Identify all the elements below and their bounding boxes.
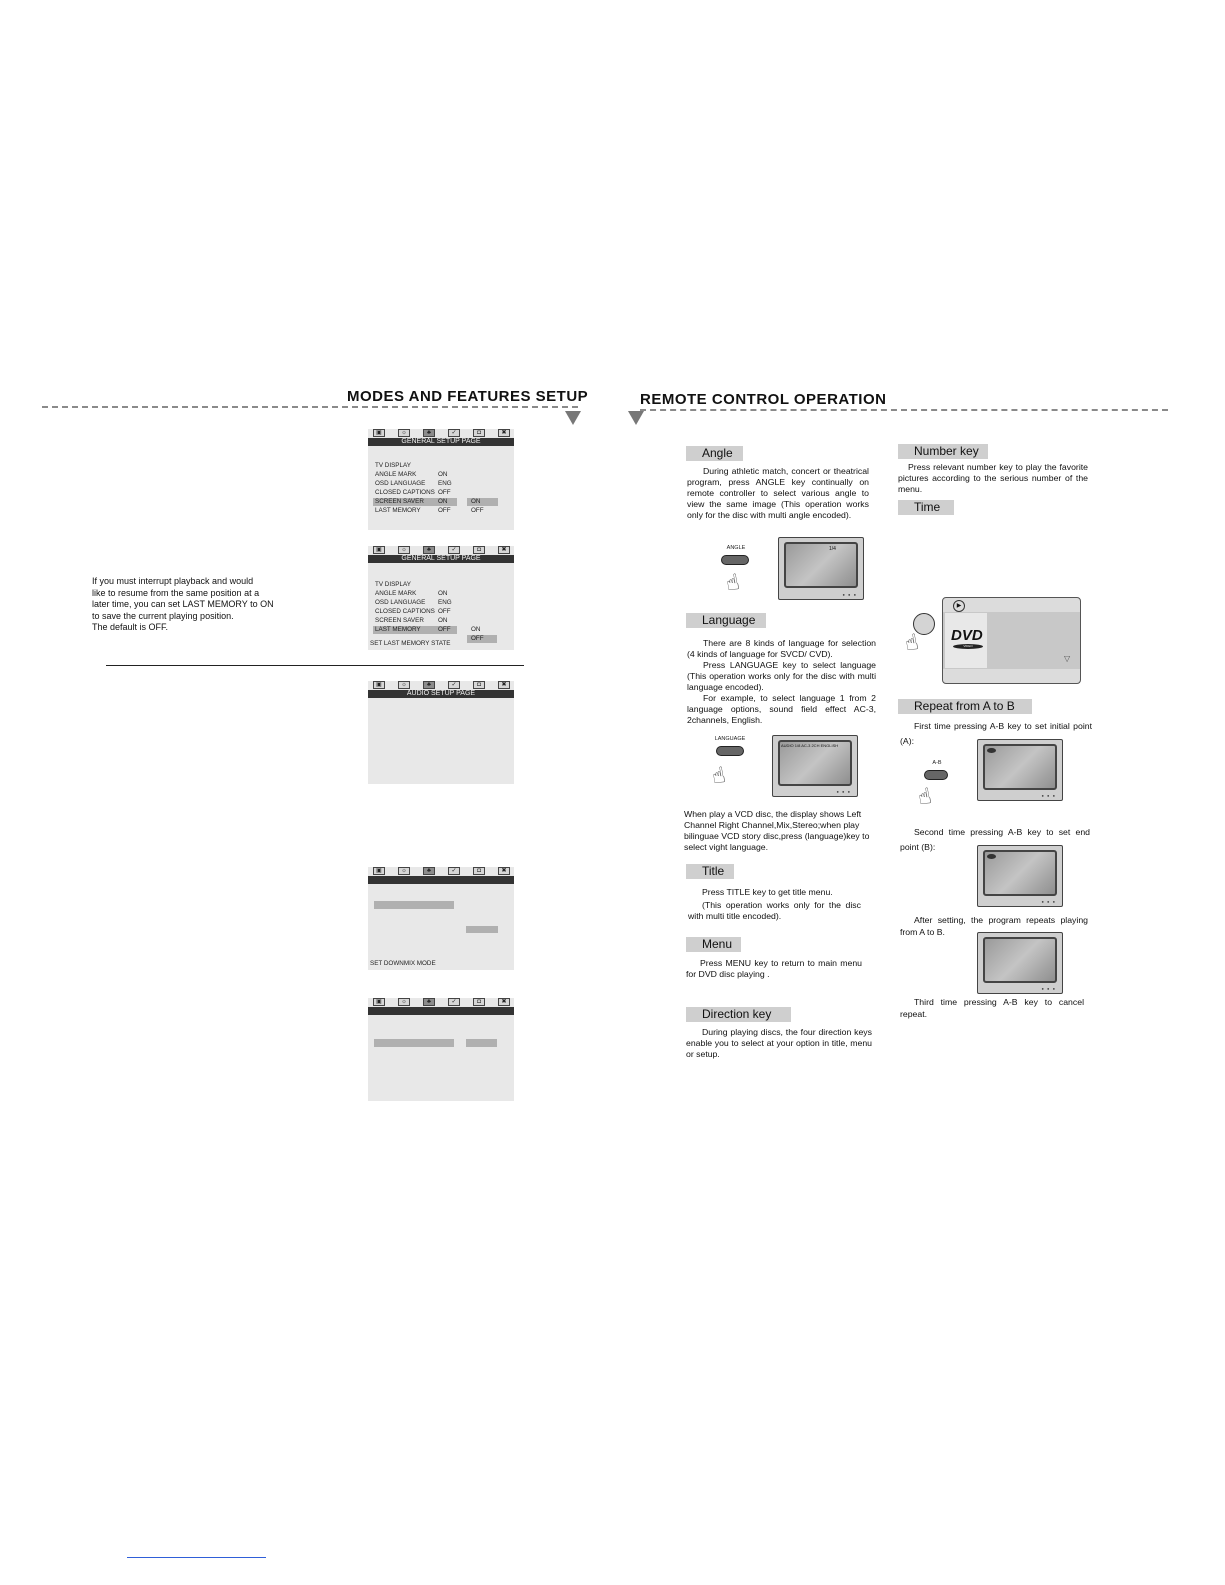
osd-row-value: ON [438, 617, 448, 624]
direction-key-label: Direction key [686, 1007, 791, 1022]
play-icon: ▶ [953, 600, 965, 612]
osd-title-bar: AUDIO SETUP PAGE [368, 690, 514, 698]
language-text [687, 638, 876, 726]
repeat-tv-playing: ● ● ● [977, 932, 1063, 994]
osd-row-label: OSD LANGUAGE [375, 480, 426, 487]
osd-option: ON [471, 498, 481, 505]
osd-row-label: CLOSED CAPTIONS [375, 608, 435, 615]
bottom-link-underline [127, 1557, 266, 1558]
last-memory-paragraph [92, 576, 322, 634]
hand-pointer-icon: ☝ [902, 629, 921, 656]
right-header-rule [640, 409, 1168, 411]
osd-title-bar [368, 876, 514, 884]
angle-label: Angle [686, 446, 743, 461]
right-section-title: REMOTE CONTROL OPERATION [640, 391, 887, 408]
left-section-title: MODES AND FEATURES SETUP [347, 388, 589, 405]
repeat-second-text: Second time pressing A-B key to set end point (B): [900, 827, 1090, 852]
osd-row-label: LAST MEMORY [375, 626, 421, 633]
time-display-screen [942, 597, 1081, 684]
menu-text: Press MENU key to return to main menu for DVD disc playing . [686, 958, 862, 979]
osd-option: OFF [471, 507, 484, 514]
title-label: Title [686, 864, 734, 879]
dvd-logo: DVD [951, 627, 983, 644]
general-setup-screen-1: ▣ ☼ ♣ ✓ ◘ ✖ GENERAL SETUP PAGE TV DISPLAY ANGLE MARK OSD LANGUAGE CLOSED CAPTIONS SCREEN SAVER LAST MEMORY ON ENG OFF ON OFF ON OFF [368, 429, 514, 530]
general-setup-screen-2: ▣ ☼ ♣ ✓ ◘ ✖ GENERAL SETUP PAGE TV DISPLAY ANGLE MARK OSD LANGUAGE CLOSED CAPTIONS SCREEN SAVER LAST MEMORY ON ENG OFF ON OFF ON OFF SET LAST MEMORY STATE [368, 546, 514, 650]
osd-title-bar [368, 1007, 514, 1015]
angle-text: During athletic match, concert or theatrical program, press ANGLE key continually on remote controller to select various angle to view the same image (This operation works only for the disc with multi angle encoded). [687, 466, 869, 520]
language-osd-indicator: AUDIO 1/8 AC-3 2CH ENGLISH [781, 743, 839, 748]
scroll-down-icon: ▽ [1064, 654, 1071, 663]
osd-row-value: ON [438, 590, 448, 597]
ab-key[interactable] [924, 770, 948, 780]
downmix-setup-screen: ▣ ☼ ♣ ✓ ◘ ✖ SET DOWNMIX MODE [368, 867, 514, 970]
language-tv: AUDIO 1/8 AC-3 2CH ENGLISH ● ● ● [772, 735, 858, 797]
section-divider [106, 665, 524, 666]
time-label: Time [898, 500, 954, 515]
language-key[interactable] [716, 746, 744, 756]
left-header-rule [42, 406, 578, 408]
audio-setup-screen: ▣ ☼ ♣ ✓ ◘ ✖ AUDIO SETUP PAGE [368, 681, 514, 784]
paragraph-line: later time, you can set LAST MEMORY to ON [92, 599, 274, 609]
title-text-line2: (This operation works only for the disc with multi title encoded). [688, 900, 861, 921]
language-line: Press LANGUAGE key to select language (This operation works only for the disc with multi language encoded). [687, 660, 876, 692]
dvd-logo-video: VIDEO [953, 644, 983, 649]
audio-option-screen: ▣ ☼ ♣ ✓ ◘ ✖ [368, 998, 514, 1101]
osd-row-label: TV DISPLAY [375, 581, 411, 588]
title-text-line1: Press TITLE key to get title menu. [702, 887, 833, 897]
angle-osd-indicator: 1/4 [829, 546, 836, 552]
repeat-tv-a: ● ● ● [977, 739, 1063, 801]
language-line: For example, to select language 1 from 2 language options, sound field effect AC-3, 2channels, English. [687, 693, 876, 725]
osd-option: ON [471, 626, 481, 633]
menu-label: Menu [686, 937, 741, 952]
osd-row-label: TV DISPLAY [375, 462, 411, 469]
language-line: There are 8 kinds of language for selection (4 kinds of language for SVCD/ CVD). [687, 638, 876, 659]
angle-key-caption: ANGLE [726, 545, 746, 551]
osd-row-value: ON [438, 471, 448, 478]
osd-row-label: OSD LANGUAGE [375, 599, 426, 606]
osd-row-value: OFF [438, 507, 451, 514]
osd-option: OFF [471, 635, 484, 642]
osd-row-label: SCREEN SAVER [375, 498, 424, 505]
hand-pointer-icon: ☝ [915, 783, 934, 810]
number-key-text: Press relevant number key to play the favorite pictures according to the serious number of the menu. [898, 462, 1088, 494]
right-header-marker [628, 411, 644, 425]
repeat-a-indicator [987, 748, 996, 753]
direction-key-text: During playing discs, the four direction keys enable you to select at your option in title, menu or setup. [686, 1027, 872, 1059]
left-header-marker [565, 411, 581, 425]
number-key-label: Number key [898, 444, 988, 459]
repeat-third-text: Third time pressing A-B key to cancel repeat. [900, 997, 1084, 1019]
osd-row-label: ANGLE MARK [375, 590, 417, 597]
repeat-ab-label: Repeat from A to B [898, 699, 1032, 714]
paragraph-line: The default is OFF. [92, 622, 169, 632]
angle-key[interactable] [721, 555, 749, 565]
osd-row-value: ENG [438, 480, 452, 487]
vcd-language-text: When play a VCD disc, the display shows Left Channel Right Channel,Mix,Stereo;when play bilinguae VCD story disc,press (language)key to select vight language. [684, 809, 870, 852]
osd-status-text: SET LAST MEMORY STATE [370, 640, 451, 647]
osd-title-bar: GENERAL SETUP PAGE [368, 438, 514, 446]
osd-row-label: SCREEN SAVER [375, 617, 424, 624]
ab-key-caption: A-B [932, 760, 942, 766]
paragraph-line: like to resume from the same position at a [92, 587, 260, 598]
osd-row-value: ON [438, 498, 448, 505]
osd-status-text: SET DOWNMIX MODE [370, 960, 436, 967]
paragraph-line: If you must interrupt playback and would [92, 576, 254, 586]
osd-row-label: ANGLE MARK [375, 471, 417, 478]
repeat-after-text: After setting, the program repeats playing from A to B. [900, 915, 1088, 937]
repeat-tv-b: ● ● ● [977, 845, 1063, 907]
osd-row-value: ENG [438, 599, 452, 606]
language-label: Language [686, 613, 766, 628]
angle-tv: 1/4 ● ● ● [778, 537, 864, 600]
hand-pointer-icon: ☝ [709, 762, 728, 789]
osd-row-label: CLOSED CAPTIONS [375, 489, 435, 496]
repeat-b-indicator [987, 854, 996, 859]
hand-pointer-icon: ☝ [723, 569, 742, 596]
language-key-caption: LANGUAGE [714, 736, 746, 742]
osd-row-label: LAST MEMORY [375, 507, 421, 514]
osd-row-value: OFF [438, 626, 451, 633]
osd-title-bar: GENERAL SETUP PAGE [368, 555, 514, 563]
paragraph-line: to save the current playing position. [92, 610, 234, 621]
repeat-first-text: First time pressing A-B key to set initial point (A): [900, 721, 1092, 746]
osd-row-value: OFF [438, 608, 451, 615]
osd-row-value: OFF [438, 489, 451, 496]
